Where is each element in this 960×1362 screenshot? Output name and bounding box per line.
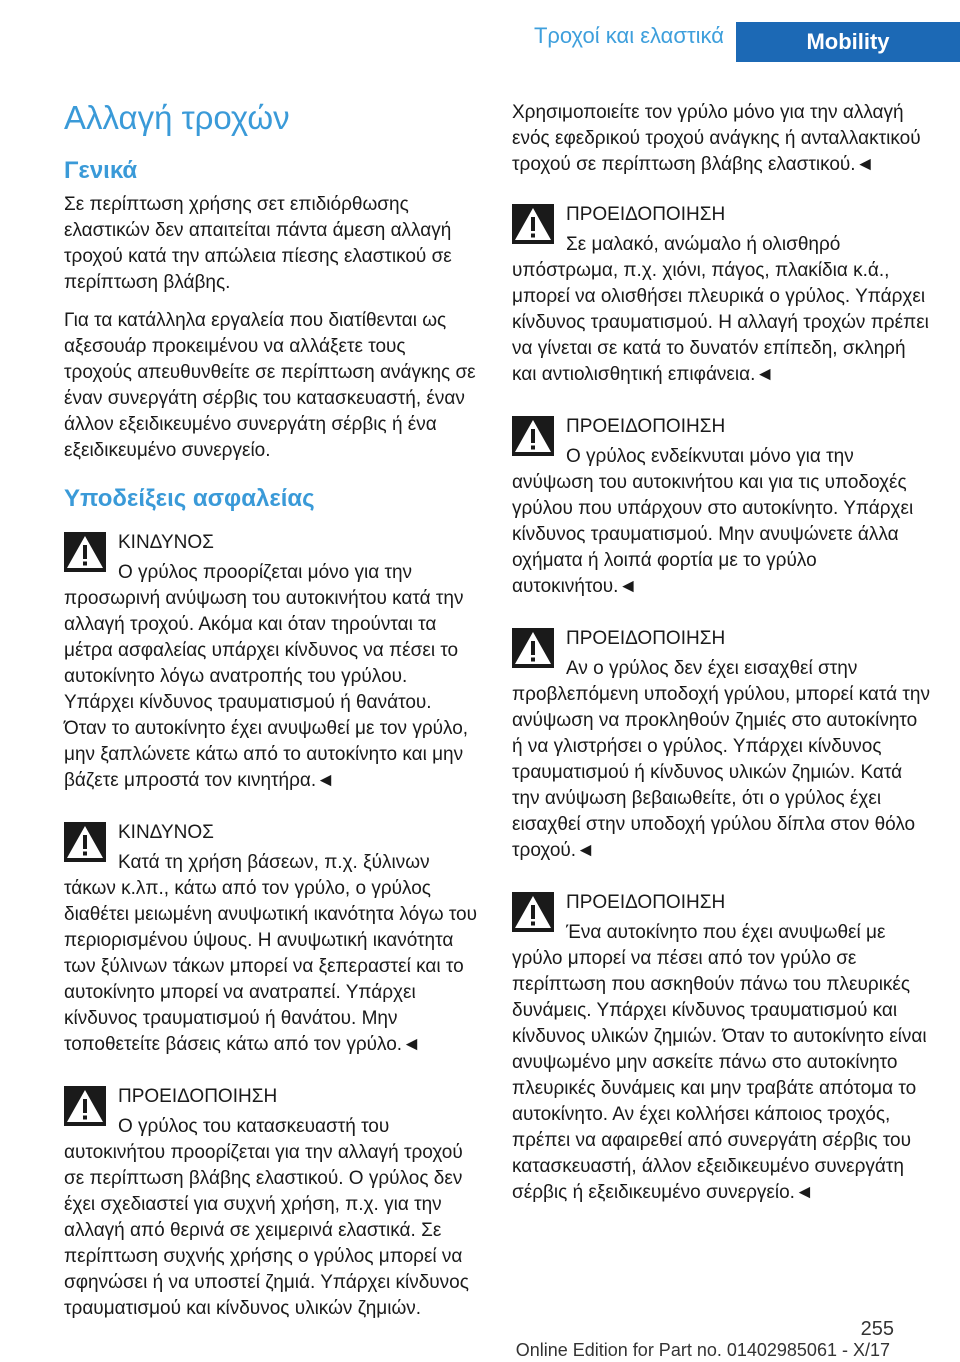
warning-block — [512, 890, 930, 1206]
warning-triangle-icon — [64, 1086, 106, 1126]
warning-triangle-icon — [512, 628, 554, 668]
warning-block — [512, 414, 930, 600]
general-paragraph-2: Για τα κατάλληλα εργαλεία που διατίθενται ως αξεσουάρ προκειμένου να αλλάξετε τους τροχούς απευθυνθείτε σε περίπτωση ανάγκης σε έναν συνεργάτη σέρβις του κατασκευαστή, έναν άλλον εξειδικευμένο συνεργάτη σέρβις ή ένα εξειδικευμένο συνεργείο. — [64, 310, 476, 461]
edition-note: Online Edition for Part no. 01402985061 - X/17 — [515, 1340, 890, 1360]
warning-text: Ο γρύλος του κατασκευαστή του αυτοκινήτου προορίζεται για την αλλαγή τροχού σε περίπτωση βλάβης ελαστικού. Ο γρύλος δεν έχει σχεδιαστεί για συχνή χρήση, π.χ. για την αλλαγή από θερινά σε χειμερινά ελαστικά. Σε περίπτωση συχνής χρήσης ο γρύλος μπορεί να σφηνώσει ή να υποστεί ζημιά. Υπάρχει κίνδυνος τραυματισμού και κίνδυνος υλικών ζημιών. — [64, 1116, 469, 1319]
warning-block — [512, 202, 930, 388]
warning-block — [64, 530, 478, 794]
warning-title: ΠΡΟΕΙΔΟΠΟΙΗΣΗ — [118, 1086, 278, 1107]
warning-text: Σε μαλακό, ανώμαλο ή ολισθηρό υπόστρωμα, π.χ. χιόνι, πάγος, πλακίδια κ.ά., μπορεί να ολισθήσει πλευρικά ο γρύλος. Υπάρχει κίνδυνος τραυματισμού. Η αλλαγή τροχών πρέπει να γίνεται σε κατά το δυνατόν επίπεδη, σκληρή και αντιολισθητική επιφάνεια.◄ — [512, 234, 929, 385]
warning-title: ΚΙΝΔΥΝΟΣ — [118, 532, 214, 553]
warning-triangle-icon — [64, 822, 106, 862]
warning-triangle-icon — [64, 532, 106, 572]
chapter-tab: Mobility — [736, 22, 960, 62]
warning-text: Ο γρύλος προορίζεται μόνο για την προσωρινή ανύψωση του αυτοκινήτου κατά την αλλαγή τροχού. Ακόμα και όταν τηρούνται τα μέτρα ασφαλείας υπάρχει κίνδυνος να πέσει το αυτοκίνητο λόγω ανατροπής του γρύλου. Υπάρχει κίνδυνος τραυματισμού ή θανάτου. Όταν το αυτοκίνητο έχει ανυψωθεί με τον γρύλο, μην ξαπλώνετε κάτω από το αυτοκίνητο και μην βάζετε μπροστά τον κινητήρα.◄ — [64, 562, 469, 791]
warning-triangle-icon — [512, 204, 554, 244]
page-header — [0, 0, 960, 62]
warning-block — [64, 820, 478, 1058]
warning-text: Ο γρύλος ενδείκνυται μόνο για την ανύψωση του αυτοκινήτου και για τις υποδοχές γρύλου που υπάρχουν στο αυτοκίνητο. Υπάρχει κίνδυνος τραυματισμού. Μην ανυψώνετε άλλα οχήματα ή λοιπά φορτία με το γρύλο αυτοκινήτου.◄ — [512, 446, 914, 597]
left-column — [64, 96, 478, 1348]
warning-block — [512, 626, 930, 864]
page-number: 255 — [860, 1318, 894, 1340]
general-paragraph-1: Σε περίπτωση χρήσης σετ επιδιόρθωσης ελαστικών δεν απαιτείται πάντα άμεση αλλαγή τροχού κατά την απώλεια πίεσης ελαστικού σε περίπτωση βλάβης. — [64, 194, 452, 293]
warning-triangle-icon — [512, 416, 554, 456]
warning-triangle-icon — [512, 892, 554, 932]
warning-text: Ένα αυτοκίνητο που έχει ανυψωθεί με γρύλο μπορεί να πέσει από τον γρύλο σε περίπτωση που ασκηθούν πάνω του πλευρικές δυνάμεις. Υπάρχει κίνδυνος τραυματισμού και κίνδυνος υλικών ζημιών. Όταν το αυτοκίνητο είναι ανυψωμένο μην ασκείτε πάνω στο αυτοκίνητο πλευρικές δυνάμεις και μην τραβάτε απότομα το αυτοκίνητο. Αν έχει κολλήσει κάποιος τροχός, πρέπει να αφαιρεθεί από συνεργάτη σέρβις του κατασκευαστή, άλλον εξειδικευμένο συνεργάτη σέρβις ή εξειδικευμένο συνεργείο.◄ — [512, 922, 927, 1203]
warning-title: ΠΡΟΕΙΔΟΠΟΙΗΣΗ — [566, 628, 726, 649]
warning-title: ΚΙΝΔΥΝΟΣ — [118, 822, 214, 843]
warning-text: Αν ο γρύλος δεν έχει εισαχθεί στην προβλεπόμενη υποδοχή γρύλου, μπορεί κατά την ανύψωση να προκληθούν ζημιές στο αυτοκίνητο ή να γλιστρήσει ο γρύλος. Υπάρχει κίνδυνος τραυματισμού ή κίνδυνος υλικών ζημιών. Κατά την ανύψωση βεβαιωθείτε, ότι ο γρύλος έχει εισαχθεί στην υποδοχή γρύλου δίπλα στον θόλο τροχού.◄ — [512, 658, 930, 861]
section-title: Τροχοί και ελαστικά — [533, 23, 724, 48]
page-title: Αλλαγή τροχών — [64, 99, 290, 136]
continued-paragraph: Χρησιμοποιείτε τον γρύλο μόνο για την αλλαγή ενός εφεδρικού τροχού ανάγκης ή ανταλλακτικού τροχού σε περίπτωση βλάβης ελαστικού.◄ — [512, 102, 921, 175]
warning-title: ΠΡΟΕΙΔΟΠΟΙΗΣΗ — [566, 892, 726, 913]
warning-text: Κατά τη χρήση βάσεων, π.χ. ξύλινων τάκων κ.λπ., κάτω από τον γρύλο, ο γρύλος διαθέτει μειωμένη ανυψωτική ικανότητα λόγω του περιορισμένου ύψους. Η ανυψωτική ικανότητα των ξύλινων τάκων μπορεί να ξεπεραστεί και το αυτοκίνητο μπορεί να ανατραπεί. Υπάρχει κίνδυνος τραυματισμού ή θανάτου. Μην τοποθετείτε βάσεις κάτω από τον γρύλο.◄ — [64, 852, 478, 1055]
safety-heading: Υποδείξεις ασφαλείας — [64, 485, 315, 512]
warning-block — [64, 1084, 478, 1322]
general-heading: Γενικά — [64, 157, 138, 184]
page-footer — [0, 1300, 960, 1362]
warning-title: ΠΡΟΕΙΔΟΠΟΙΗΣΗ — [566, 204, 726, 225]
right-column — [512, 100, 930, 1232]
warning-title: ΠΡΟΕΙΔΟΠΟΙΗΣΗ — [566, 416, 726, 437]
